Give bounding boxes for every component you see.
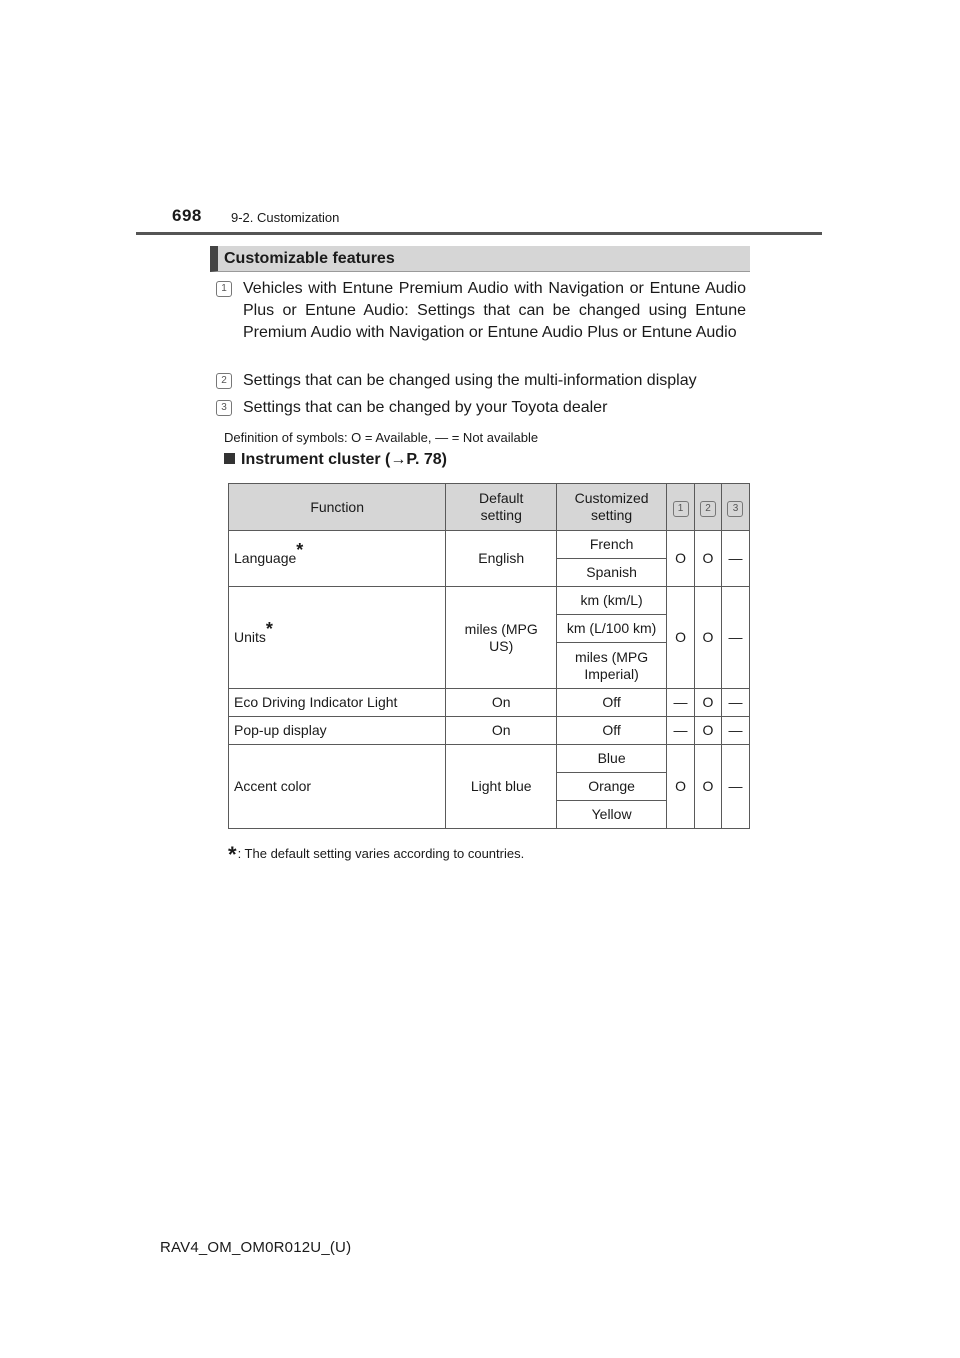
header-function: Function bbox=[229, 484, 446, 531]
row-accent-avail-3: — bbox=[721, 745, 749, 829]
square-bullet-icon bbox=[224, 453, 235, 464]
footnote-asterisk: * bbox=[228, 842, 237, 867]
number-3-icon: 3 bbox=[727, 501, 743, 517]
document-code: RAV4_OM_OM0R012U_(U) bbox=[160, 1239, 352, 1256]
number-1-icon: 1 bbox=[673, 501, 689, 517]
table-row bbox=[229, 745, 750, 773]
customization-table bbox=[228, 483, 750, 829]
asterisk: * bbox=[296, 540, 304, 561]
subheading-text: Instrument cluster (→P. 78) bbox=[241, 451, 447, 468]
page-header bbox=[172, 206, 822, 234]
header-rule bbox=[136, 232, 822, 235]
header-col-3 bbox=[721, 484, 749, 531]
legend-number-2: 2 bbox=[216, 373, 232, 389]
row-accent-function: Accent color bbox=[229, 745, 446, 829]
legend-item-3 bbox=[216, 397, 746, 419]
legend-item-2 bbox=[216, 370, 746, 392]
legend-text-3: Settings that can be changed by your Toyota dealer bbox=[243, 399, 608, 416]
legend-text-2: Settings that can be changed using the multi-information display bbox=[243, 372, 697, 389]
row-eco-function: Eco Driving Indicator Light bbox=[229, 689, 446, 717]
row-accent-option: Orange bbox=[557, 773, 667, 801]
row-language-avail-2: O bbox=[695, 531, 722, 587]
number-2-icon: 2 bbox=[700, 501, 716, 517]
row-language-function: Language* bbox=[229, 531, 446, 587]
feature-heading bbox=[210, 246, 750, 272]
row-language-avail-3: — bbox=[721, 531, 749, 587]
row-accent-option: Blue bbox=[557, 745, 667, 773]
row-units-function: Units* bbox=[229, 587, 446, 689]
table-row bbox=[229, 689, 750, 717]
row-popup-avail-2: O bbox=[695, 717, 722, 745]
legend-text-1: Vehicles with Entune Premium Audio with Navigation or Entune Audio Plus or Entune Audio: Settings that can be changed using Entune Premium Audio with Navigation or Entune Audio Plus or Entune Audio bbox=[243, 280, 746, 341]
symbol-definition: Definition of symbols: O = Available, — = Not available bbox=[224, 430, 539, 445]
row-units-option: km (L/100 km) bbox=[557, 615, 667, 643]
footnote bbox=[228, 838, 525, 867]
row-popup-option: Off bbox=[557, 717, 667, 745]
row-language-option: Spanish bbox=[557, 559, 667, 587]
row-units-avail-1: O bbox=[667, 587, 695, 689]
legend-number-3: 3 bbox=[216, 400, 232, 416]
page-number: 698 bbox=[172, 206, 202, 225]
row-units-avail-2: O bbox=[695, 587, 722, 689]
row-popup-default: On bbox=[446, 717, 557, 745]
row-accent-avail-2: O bbox=[695, 745, 722, 829]
header-default: Default setting bbox=[446, 484, 557, 531]
row-units-avail-3: — bbox=[721, 587, 749, 689]
table-header-row bbox=[229, 484, 750, 531]
table-row bbox=[229, 717, 750, 745]
row-popup-avail-1: — bbox=[667, 717, 695, 745]
row-accent-default: Light blue bbox=[446, 745, 557, 829]
row-accent-option: Yellow bbox=[557, 801, 667, 829]
row-accent-avail-1: O bbox=[667, 745, 695, 829]
header-customized: Customized setting bbox=[557, 484, 667, 531]
legend-item-1 bbox=[216, 278, 746, 344]
row-units-option: miles (MPG Imperial) bbox=[557, 643, 667, 689]
row-popup-function: Pop-up display bbox=[229, 717, 446, 745]
row-units-default: miles (MPG US) bbox=[446, 587, 557, 689]
row-eco-avail-2: O bbox=[695, 689, 722, 717]
row-eco-avail-1: — bbox=[667, 689, 695, 717]
asterisk: * bbox=[265, 619, 273, 640]
row-language-default: English bbox=[446, 531, 557, 587]
header-col-2 bbox=[695, 484, 722, 531]
legend-number-1: 1 bbox=[216, 281, 232, 297]
row-units-option: km (km/L) bbox=[557, 587, 667, 615]
row-language-option: French bbox=[557, 531, 667, 559]
row-popup-avail-3: — bbox=[721, 717, 749, 745]
row-eco-default: On bbox=[446, 689, 557, 717]
row-language-avail-1: O bbox=[667, 531, 695, 587]
table-row bbox=[229, 531, 750, 559]
row-eco-option: Off bbox=[557, 689, 667, 717]
section-title: 9-2. Customization bbox=[231, 210, 340, 225]
row-eco-avail-3: — bbox=[721, 689, 749, 717]
feature-heading-text: Customizable features bbox=[224, 250, 395, 267]
subheading bbox=[224, 451, 447, 469]
table-row bbox=[229, 587, 750, 615]
header-col-1 bbox=[667, 484, 695, 531]
footnote-text: : The default setting varies according to countries. bbox=[237, 846, 525, 861]
